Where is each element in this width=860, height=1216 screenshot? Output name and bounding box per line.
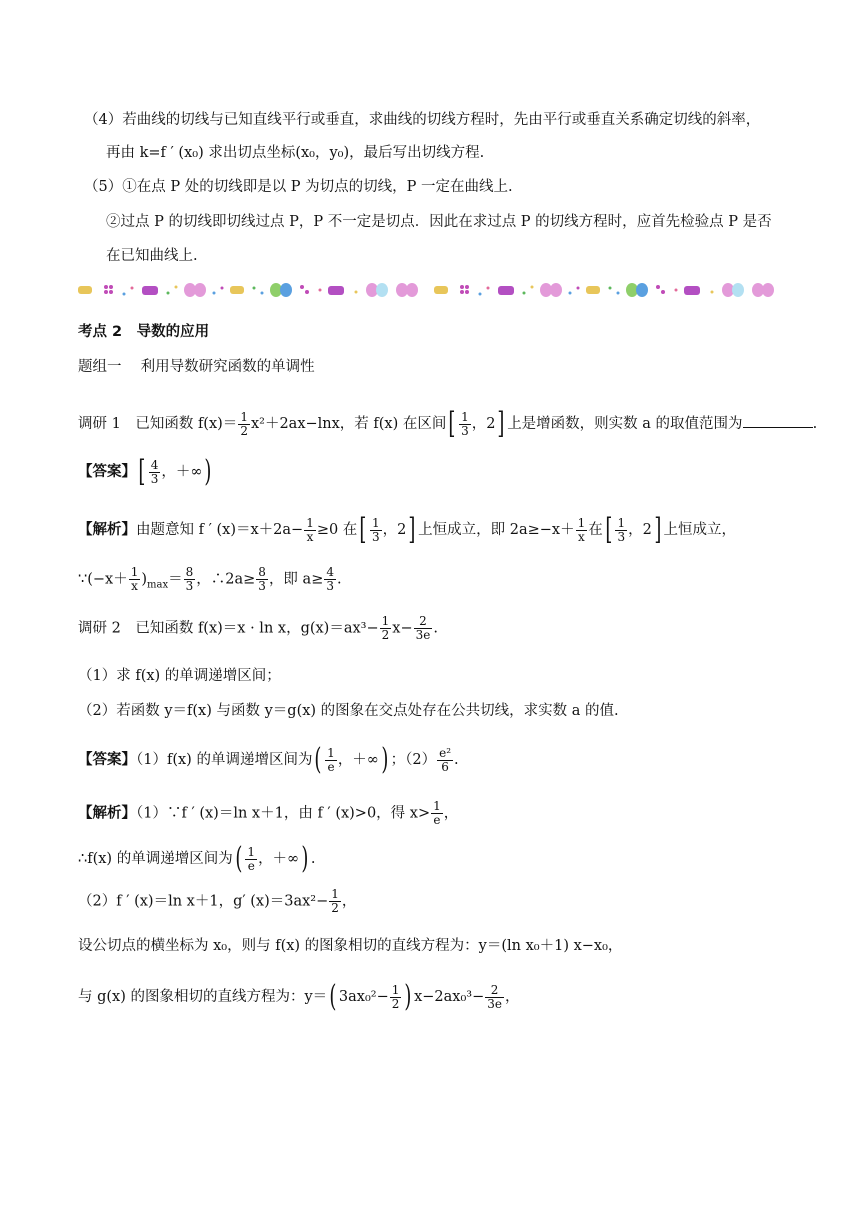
q1-analysis-line-2: ∵(−x＋ $\frac{1}{x}$ )$_{max}=$ $\frac{8}{3}$ ，∴2a≥ $\frac{8}{3}$ ，即 a≥ $\frac{4}{3}$ . <box>78 565 342 593</box>
group-title: 题组一 利用导数研究函数的单调性 <box>78 359 315 375</box>
para-5-line-1: （5）①在点 P 处的切线即是以 P 为切点的切线，P 一定在曲线上. <box>84 179 513 195</box>
question-1: 调研 1 已知函数 f(x)＝ $\frac{1}{2}$ x²＋2ax−lnx，若 f(x) 在区间[ $\frac{1}{3}$ ，2] 上是增函数，则实数 a 的取值范围为 . <box>78 406 818 441</box>
decorative-butterfly-border <box>76 279 776 301</box>
q2-answer: 【答案】（1）f(x) 的单调递增区间为( $\frac{1}{e}$ ，＋∞) ；（2） $\frac{\text{e²}}{6}$ . <box>78 742 459 777</box>
q2-analysis-line-5: 与 g(x) 的图象相切的直线方程为：y＝( 3ax₀²− $\frac{1}{2}$ ) x−2ax₀³− $\frac{2}{3e}$ ， <box>78 979 520 1014</box>
q2-analysis-line-3: （2）f ′ (x)＝ln x＋1，g′ (x)＝3ax²− $\frac{1}{2}$ ， <box>78 887 357 915</box>
section-title: 考点 2 导数的应用 <box>78 324 210 340</box>
q2-analysis-line-4: 设公切点的横坐标为 x₀，则与 f(x) 的图象相切的直线方程为：y＝(ln x₀＋1) x−x₀， <box>78 938 623 954</box>
para-5-line-3: 在已知曲线上. <box>106 248 198 264</box>
q1-analysis-line-1: 【解析】由题意知 f ′ (x)＝x＋2a− $\frac{1}{x}$ ≥0 在[ $\frac{1}{3}$ ，2] 上恒成立，即 2a≥−x＋ $\frac{1}{x}$ 在[ $\frac{1}{3}$ ，2] 上恒成立， <box>78 512 737 547</box>
q1-answer: 【答案】[ $\frac{4}{3}$ ，＋∞) <box>78 454 212 489</box>
q2-part-2: （2）若函数 y＝f(x) 与函数 y＝g(x) 的图象在交点处存在公共切线，求实数 a 的值. <box>78 703 619 719</box>
question-2: 调研 2 已知函数 f(x)＝x · ln x，g(x)＝ax³− $\frac{1}{2}$ x− $\frac{2}{3e}$ . <box>78 614 438 642</box>
q2-analysis-line-2: ∴f(x) 的单调递增区间为( $\frac{1}{e}$ ，＋∞) . <box>78 841 316 876</box>
para-4-line-2: 再由 k=f ′ (x₀) 求出切点坐标(x₀，y₀)，最后写出切线方程. <box>106 145 485 161</box>
answer-blank <box>743 413 813 428</box>
q2-part-1: （1）求 f(x) 的单调递增区间； <box>78 668 281 684</box>
para-5-line-2: ②过点 P 的切线即切线过点 P，P 不一定是切点．因此在求过点 P 的切线方程时，应首先检验点 P 是否 <box>106 214 772 230</box>
q2-analysis-line-1: 【解析】（1）∵f ′ (x)＝ln x＋1，由 f ′ (x)>0，得 x> $\frac{1}{e}$ ， <box>78 799 459 827</box>
para-4-line-1: （4）若曲线的切线与已知直线平行或垂直，求曲线的切线方程时，先由平行或垂直关系确定切线的斜率， <box>84 112 761 128</box>
